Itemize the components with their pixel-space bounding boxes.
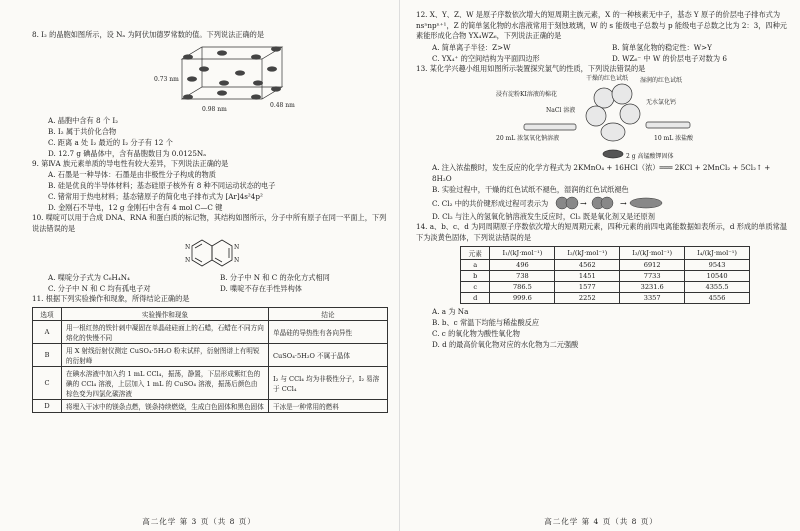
fig-label-starch-ki: 浸有淀粉KI溶液的棉花 <box>496 91 557 98</box>
fig-label-kmno4: 2 g 高锰酸钾固体 <box>626 153 674 160</box>
q14-header-element: 元素 <box>461 247 490 260</box>
q8-option-c: C. 距离 a 处 I₂ 最近的 I₂ 分子有 12 个 <box>48 137 173 147</box>
q9-stem: 9. 第ⅣA 族元素单质的导电性有较大差异，下列说法正确的是 <box>32 158 229 168</box>
chlorine-apparatus-figure <box>496 74 726 162</box>
svg-text:N: N <box>185 244 191 251</box>
orbital-overlap-icon <box>554 195 664 211</box>
page-4-footer: 高二化学 第 4 页（共 8 页） <box>544 517 658 526</box>
q8-option-d: D. 12.7 g 碘晶体中，含有晶胞数目为 0.0125Nₐ <box>48 148 206 158</box>
q10-option-b: B. 分子中 N 和 C 的杂化方式相同 <box>220 273 330 282</box>
q13-option-d: D. Cl₂ 与注入的氢氧化钠溶液发生反应时，Cl₂ 既是氧化剂又是还原剂 <box>432 212 655 221</box>
q12-stem: 12. X、Y、Z、W 是原子序数依次增大的短周期主族元素，X 的一种核素无中子，基态 Y 原子的价层电子排布式为 nsⁿnpⁿ⁺¹，Z 的简单氢化物的水溶液常用于刻蚀玻璃，W 的 s 能级电子总数与 p 能级电子总数之比为 2：3，四种元素能形成化合物 YX₄WZ₆，下列说法正确的是 <box>416 10 787 40</box>
q11-stem: 11. 根据下列实验操作和现象，所得结论正确的是 <box>32 294 190 303</box>
q14-option-d: D. d 的最高价氧化物对应的水化物为二元强酸 <box>432 340 579 349</box>
svg-text:N: N <box>234 244 240 251</box>
table-row: d 999.6 2252 3357 4556 <box>461 293 750 304</box>
q13-option-a: A. 注入浓盐酸时，发生反应的化学方程式为 2KMnO₄ + 16HCl（浓）═══ 2KCl + 2MnCl₂ + 5Cl₂↑ + 8H₂O <box>432 163 771 183</box>
q8-option-a: A. 晶胞中含有 8 个 I₂ <box>48 115 119 125</box>
q10-option-c: C. 分子中 N 和 C 均有孤电子对 <box>48 284 151 293</box>
q10-option-d: D. 喋啶不存在手性异构体 <box>220 284 302 293</box>
page-3 <box>0 0 398 531</box>
svg-text:N: N <box>234 257 240 264</box>
q11-header-operation: 实验操作和现象 <box>62 307 269 320</box>
table-row: b 738 1451 7733 10540 <box>461 271 750 282</box>
q14-header-i1: I₁/(kJ·mol⁻¹) <box>490 247 555 260</box>
q12-option-a: A. 简单离子半径：Z>W <box>432 42 511 52</box>
table-row: D 将埋入干冰中的镁条点燃，镁条持续燃烧，生成白色固体和黑色固体 干冰是一种常用的燃料 <box>33 399 388 412</box>
fig-label-wet-paper: 湿润的红色试纸 <box>640 77 683 84</box>
q12-option-c: C. YX₄⁺ 的空间结构为平面四边形 <box>432 53 540 63</box>
q9-option-c: C. 锗常用于热电材料；基态锗原子的简化电子排布式为 [Ar]4s²4p² <box>48 192 263 201</box>
page-3-footer: 高二化学 第 3 页（共 8 页） <box>142 517 256 526</box>
table-row: c 786.5 1577 3231.6 4355.5 <box>461 282 750 293</box>
q9-option-a: A. 石墨是一种导体：石墨是由非极性分子构成的物质 <box>48 170 216 179</box>
fig-label-cacl2: 无水氯化钙 <box>646 99 677 106</box>
table-row: a 496 4562 6912 9543 <box>461 260 750 271</box>
cell-length-label: 0.98 nm <box>202 105 227 113</box>
q13-option-c-row <box>432 195 792 211</box>
q13-option-b: B. 实验过程中，干燥的红色试纸不褪色，湿润的红色试纸褪色 <box>432 185 629 194</box>
q12-option-d: D. WZ₆⁻ 中 W 的价层电子对数为 6 <box>612 53 727 63</box>
cell-height-label: 0.73 nm <box>154 75 179 83</box>
q10-stem: 10. 喋啶可以用于合成 DNA、RNA 和蛋白质的标记物，其结构如图所示，分子中所有原子在同一平面上，下列说法错误的是 <box>32 213 387 233</box>
q9-option-b: B. 硅是优良的半导体材料；基态硅原子核外有 8 种不同运动状态的电子 <box>48 181 276 190</box>
q14-stem: 14. a、b、c、d 为同周期原子序数依次增大的短周期元素，四种元素的前四电离能数据如表所示，d 形成的单质常温下为淡黄色固体，下列说法错误的是 <box>416 222 788 242</box>
q11-header-option: 选项 <box>33 307 62 320</box>
q9-option-d: D. 金刚石不导电，12 g 金刚石中含有 4 mol C—C 键 <box>48 203 223 212</box>
q11-table <box>32 307 388 413</box>
svg-text:→: → <box>580 199 587 208</box>
q13-option-c: C. Cl₂ 中的共价键形成过程可表示为 <box>432 198 549 208</box>
q8-stem: 8. I₂ 的晶胞如图所示，设 Nₐ 为阿伏加德罗常数的值。下列说法正确的是 <box>32 30 265 39</box>
q11-header-conclusion: 结论 <box>269 307 388 320</box>
fig-label-naoh: 20 mL 浓氢氧化钠溶液 <box>496 135 560 142</box>
page-divider <box>399 0 400 531</box>
q8-option-b: B. I₂ 属于共价化合物 <box>48 126 117 136</box>
cell-width-label: 0.48 nm <box>270 101 295 109</box>
table-row: C 在碘水溶液中加入约 1 mL CCl₄，振荡，静置，下层形成紫红色的碘的 CCl₄ 溶液，上层加入 1 mL 的 CuSO₄ 溶液，振荡后颜色由棕色变为四氯化碳溶液 I₂ 与 CCl₄ 均为非极性分子，I₂ 易溶于 CCl₄ <box>33 366 388 399</box>
q14-option-c: C. c 的氧化物为酸性氧化物 <box>432 329 520 338</box>
fig-label-dry-paper: 干燥的红色试纸 <box>586 75 629 82</box>
q12-option-b: B. 简单氢化物的稳定性：W>Y <box>612 42 712 52</box>
fig-label-nacl: NaCl 溶液 <box>546 107 576 114</box>
table-row: A 用一根红热的铁针刺中凝固在单晶硅硅面上的石蜡，石蜡在不同方向熔化的快慢不同 单晶硅的导热性有各向异性 <box>33 320 388 343</box>
q13-stem: 13. 某化学兴趣小组用如图所示装置探究氯气的性质，下列说法错误的是 <box>416 63 646 73</box>
table-row: B 用 X 射线衍射仪测定 CuSO₄·5H₂O 粉末试样，衍射图谱上有明锐的衍射峰 CuSO₄·5H₂O 不属于晶体 <box>33 343 388 366</box>
svg-text:N: N <box>185 257 191 264</box>
q14-header-i2: I₂/(kJ·mol⁻¹) <box>555 247 620 260</box>
q14-ionization-table <box>460 246 750 304</box>
q14-option-b: B. b、c 常温下均能与稀盐酸反应 <box>432 318 540 327</box>
q14-option-a: A. a 为 Na <box>432 307 469 316</box>
iodine-unit-cell-figure <box>152 43 302 115</box>
pteridine-structure-figure <box>182 236 252 272</box>
q14-header-i3: I₃/(kJ·mol⁻¹) <box>620 247 685 260</box>
fig-label-hcl: 10 mL 浓盐酸 <box>654 135 694 142</box>
page-4 <box>402 0 800 531</box>
svg-text:→: → <box>620 199 627 208</box>
q14-header-i4: I₄/(kJ·mol⁻¹) <box>685 247 750 260</box>
q10-option-a: A. 喋啶分子式为 C₆H₄N₄ <box>48 273 130 282</box>
